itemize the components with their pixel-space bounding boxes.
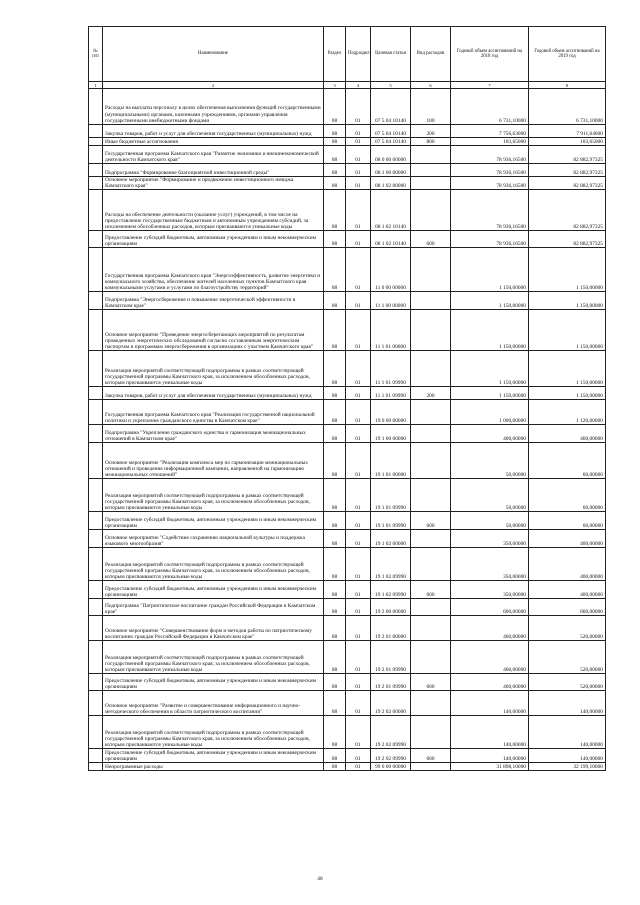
cell-vr bbox=[411, 599, 451, 616]
cell-podrazdel: 01 bbox=[346, 138, 371, 146]
cell-csr: 08 1 02 10140 bbox=[371, 190, 411, 231]
cell-y2019: 82 882,97325 bbox=[529, 231, 606, 248]
table-row bbox=[89, 138, 606, 146]
cell-y2018: 460,00000 bbox=[451, 616, 529, 641]
cell-num bbox=[89, 599, 103, 616]
cell-num bbox=[89, 125, 103, 138]
cell-vr bbox=[411, 177, 451, 190]
column-number: 6 bbox=[411, 82, 451, 89]
cell-num bbox=[89, 89, 103, 125]
cell-podrazdel: 01 bbox=[346, 387, 371, 400]
cell-vr bbox=[411, 763, 451, 771]
cell-podrazdel: 01 bbox=[346, 164, 371, 177]
cell-num bbox=[89, 616, 103, 641]
cell-num bbox=[89, 177, 103, 190]
cell-razdel: 08 bbox=[324, 190, 346, 231]
cell-podrazdel: 01 bbox=[346, 716, 371, 749]
cell-y2018: 50,00000 bbox=[451, 443, 529, 479]
table-body bbox=[89, 89, 606, 771]
cell-razdel: 08 bbox=[324, 310, 346, 351]
cell-num bbox=[89, 248, 103, 292]
table-row bbox=[89, 351, 606, 387]
cell-y2019: 82 882,97325 bbox=[529, 164, 606, 177]
table-row bbox=[89, 641, 606, 674]
cell-podrazdel: 01 bbox=[346, 512, 371, 530]
cell-razdel: 08 bbox=[324, 443, 346, 479]
table-row bbox=[89, 512, 606, 530]
cell-y2018: 7 756,63000 bbox=[451, 125, 529, 138]
header-razdel: Раздел bbox=[324, 27, 346, 82]
table-row bbox=[89, 763, 606, 771]
table-row bbox=[89, 146, 606, 164]
cell-podrazdel: 01 bbox=[346, 548, 371, 581]
cell-y2019: 1 150,00000 bbox=[529, 387, 606, 400]
cell-y2019: 1 150,00000 bbox=[529, 248, 606, 292]
cell-razdel: 08 bbox=[324, 763, 346, 771]
cell-name: Закупка товаров, работ и услуг для обеспечения государственных (муниципальных) нужд bbox=[103, 125, 324, 138]
cell-podrazdel: 01 bbox=[346, 674, 371, 691]
cell-razdel: 08 bbox=[324, 400, 346, 425]
cell-csr: 19 2 01 09990 bbox=[371, 641, 411, 674]
cell-razdel: 08 bbox=[324, 716, 346, 749]
cell-vr: 600 bbox=[411, 749, 451, 763]
cell-csr: 19 2 00 00000 bbox=[371, 599, 411, 616]
cell-y2019: 103,65000 bbox=[529, 138, 606, 146]
cell-y2019: 400,00000 bbox=[529, 581, 606, 599]
cell-podrazdel: 01 bbox=[346, 616, 371, 641]
cell-num bbox=[89, 400, 103, 425]
cell-razdel: 08 bbox=[324, 530, 346, 548]
cell-num bbox=[89, 581, 103, 599]
table-row bbox=[89, 190, 606, 231]
table-row bbox=[89, 691, 606, 716]
cell-y2019: 6 731,10000 bbox=[529, 89, 606, 125]
cell-num bbox=[89, 548, 103, 581]
cell-razdel: 08 bbox=[324, 146, 346, 164]
cell-y2019: 60,00000 bbox=[529, 479, 606, 512]
cell-y2019: 520,00000 bbox=[529, 674, 606, 691]
cell-razdel: 08 bbox=[324, 599, 346, 616]
cell-y2019: 1 120,00000 bbox=[529, 400, 606, 425]
cell-y2018: 1 000,00000 bbox=[451, 400, 529, 425]
cell-y2019: 82 882,97325 bbox=[529, 190, 606, 231]
cell-razdel: 08 bbox=[324, 89, 346, 125]
cell-name: Основное мероприятие "Совершенствование форм и методов работы по патриотическому воспитанию граждан Российской Федерации в Камчатском крае" bbox=[103, 616, 324, 641]
cell-num bbox=[89, 479, 103, 512]
cell-vr: 100 bbox=[411, 89, 451, 125]
table-row bbox=[89, 177, 606, 190]
cell-num bbox=[89, 749, 103, 763]
cell-y2018: 350,00000 bbox=[451, 548, 529, 581]
cell-vr: 200 bbox=[411, 125, 451, 138]
table-row bbox=[89, 749, 606, 763]
cell-y2018: 140,00000 bbox=[451, 749, 529, 763]
table-row bbox=[89, 125, 606, 138]
cell-csr: 19 1 02 00000 bbox=[371, 530, 411, 548]
cell-razdel: 08 bbox=[324, 138, 346, 146]
cell-vr bbox=[411, 716, 451, 749]
cell-vr: 200 bbox=[411, 387, 451, 400]
column-number: 7 bbox=[451, 82, 529, 89]
cell-y2019: 1 150,00000 bbox=[529, 351, 606, 387]
cell-razdel: 08 bbox=[324, 581, 346, 599]
cell-podrazdel: 01 bbox=[346, 599, 371, 616]
cell-num bbox=[89, 138, 103, 146]
cell-vr bbox=[411, 146, 451, 164]
column-number: 3 bbox=[324, 82, 346, 89]
page-number: 48 bbox=[317, 876, 323, 882]
cell-name: Предоставление субсидий бюджетным, автономным учреждениям и иным некоммерческим организациям bbox=[103, 512, 324, 530]
cell-razdel: 08 bbox=[324, 177, 346, 190]
cell-vr bbox=[411, 310, 451, 351]
cell-y2018: 140,00000 bbox=[451, 716, 529, 749]
cell-csr: 19 2 02 00000 bbox=[371, 691, 411, 716]
cell-podrazdel: 01 bbox=[346, 190, 371, 231]
table-row bbox=[89, 548, 606, 581]
cell-csr: 19 1 01 09990 bbox=[371, 512, 411, 530]
cell-name: Реализация мероприятий соответствующей подпрограммы в рамках соответствующей государственной программы Камчатского края, за исключением обособленных расходов, которым присваиваются уникальные коды bbox=[103, 351, 324, 387]
cell-name: Основное мероприятие "Развитие и совершенствование информационного и научно-методического обеспечения в области патриотического воспитания" bbox=[103, 691, 324, 716]
cell-vr bbox=[411, 400, 451, 425]
table-row bbox=[89, 387, 606, 400]
cell-num bbox=[89, 512, 103, 530]
cell-csr: 08 0 00 00000 bbox=[371, 146, 411, 164]
cell-podrazdel: 01 bbox=[346, 443, 371, 479]
cell-name: Подпрограмма "Патриотическое воспитание граждан Российской Федерации в Камчатском крае" bbox=[103, 599, 324, 616]
table-row bbox=[89, 400, 606, 425]
cell-name: Реализация мероприятий соответствующей подпрограммы в рамках соответствующей государственной программы Камчатского края, за исключением обособленных расходов, которым присваиваются уникальные коды bbox=[103, 641, 324, 674]
cell-csr: 19 0 00 00000 bbox=[371, 400, 411, 425]
cell-y2019: 140,00000 bbox=[529, 749, 606, 763]
cell-podrazdel: 01 bbox=[346, 125, 371, 138]
cell-vr bbox=[411, 190, 451, 231]
cell-y2019: 82 882,97325 bbox=[529, 146, 606, 164]
table-header-row bbox=[89, 27, 606, 82]
cell-razdel: 08 bbox=[324, 125, 346, 138]
budget-table-page bbox=[88, 26, 605, 771]
cell-vr bbox=[411, 443, 451, 479]
cell-num bbox=[89, 674, 103, 691]
cell-csr: 07 5 04 10140 bbox=[371, 125, 411, 138]
cell-name: Основное мероприятие "Содействие сохранению национальной культуры и поддержка языкового многообразия" bbox=[103, 530, 324, 548]
cell-csr: 19 2 02 09990 bbox=[371, 749, 411, 763]
cell-csr: 99 0 00 00000 bbox=[371, 763, 411, 771]
cell-csr: 11 1 01 00000 bbox=[371, 310, 411, 351]
cell-name: Реализация мероприятий соответствующей подпрограммы в рамках соответствующей государственной программы Камчатского края, за исключением обособленных расходов, которым присваиваются уникальные коды bbox=[103, 716, 324, 749]
cell-razdel: 08 bbox=[324, 479, 346, 512]
cell-y2018: 78 936,16500 bbox=[451, 231, 529, 248]
cell-vr bbox=[411, 691, 451, 716]
cell-y2018: 460,00000 bbox=[451, 641, 529, 674]
cell-num bbox=[89, 530, 103, 548]
cell-y2018: 78 936,16500 bbox=[451, 177, 529, 190]
cell-csr: 08 1 00 00000 bbox=[371, 164, 411, 177]
cell-razdel: 08 bbox=[324, 691, 346, 716]
cell-y2019: 400,00000 bbox=[529, 530, 606, 548]
cell-csr: 19 2 01 09990 bbox=[371, 674, 411, 691]
cell-name: Предоставление субсидий бюджетным, автономным учреждениям и иным некоммерческим организациям bbox=[103, 749, 324, 763]
cell-name: Государственная программа Камчатского края "Реализация государственной национальной политики и укрепление гражданского единства в Камчатском крае" bbox=[103, 400, 324, 425]
cell-y2018: 1 150,00000 bbox=[451, 292, 529, 310]
table-row bbox=[89, 292, 606, 310]
header-num: № п/п bbox=[89, 27, 103, 82]
cell-y2018: 50,00000 bbox=[451, 479, 529, 512]
cell-num bbox=[89, 231, 103, 248]
cell-podrazdel: 01 bbox=[346, 89, 371, 125]
cell-csr: 07 5 04 10140 bbox=[371, 89, 411, 125]
cell-num bbox=[89, 641, 103, 674]
cell-y2018: 1 150,00000 bbox=[451, 387, 529, 400]
cell-csr: 11 1 00 00000 bbox=[371, 292, 411, 310]
cell-csr: 11 1 01 09990 bbox=[371, 387, 411, 400]
cell-name: Подпрограмма "Энергосбережение и повышение энергетической эффективности в Камчатском крае" bbox=[103, 292, 324, 310]
table-row bbox=[89, 310, 606, 351]
cell-csr: 08 1 02 00000 bbox=[371, 177, 411, 190]
cell-y2018: 350,00000 bbox=[451, 530, 529, 548]
table-row bbox=[89, 599, 606, 616]
cell-vr: 600 bbox=[411, 581, 451, 599]
cell-vr bbox=[411, 292, 451, 310]
cell-y2018: 103,65000 bbox=[451, 138, 529, 146]
cell-podrazdel: 01 bbox=[346, 763, 371, 771]
cell-name: Предоставление субсидий бюджетным, автономным учреждениям и иным некоммерческим организациям bbox=[103, 231, 324, 248]
cell-y2018: 50,00000 bbox=[451, 512, 529, 530]
cell-y2018: 6 731,10000 bbox=[451, 89, 529, 125]
cell-name: Государственная программа Камчатского края "Развитие экономики и внешнеэкономической деятельности Камчатского края" bbox=[103, 146, 324, 164]
cell-num bbox=[89, 351, 103, 387]
cell-num bbox=[89, 716, 103, 749]
cell-podrazdel: 01 bbox=[346, 231, 371, 248]
cell-y2019: 7 911,64000 bbox=[529, 125, 606, 138]
cell-y2019: 140,00000 bbox=[529, 716, 606, 749]
cell-podrazdel: 01 bbox=[346, 310, 371, 351]
cell-y2019: 82 882,97325 bbox=[529, 177, 606, 190]
cell-y2019: 520,00000 bbox=[529, 641, 606, 674]
cell-podrazdel: 01 bbox=[346, 530, 371, 548]
cell-y2019: 1 150,00000 bbox=[529, 292, 606, 310]
cell-razdel: 08 bbox=[324, 425, 346, 443]
cell-y2018: 600,00000 bbox=[451, 599, 529, 616]
cell-name: Государственная программа Камчатского края "Энергоэффективность, развитие энергетики и коммунального хозяйства, обеспечение жителей населенных пунктов Камчатского края коммунальными услугами и услугами по благоустройству территорий" bbox=[103, 248, 324, 292]
cell-y2018: 31 898,10000 bbox=[451, 763, 529, 771]
table-row bbox=[89, 616, 606, 641]
column-number-row bbox=[89, 82, 606, 89]
cell-y2019: 32 199,10000 bbox=[529, 763, 606, 771]
cell-num bbox=[89, 763, 103, 771]
cell-y2019: 60,00000 bbox=[529, 512, 606, 530]
cell-vr: 800 bbox=[411, 138, 451, 146]
header-vr: Вид расходов bbox=[411, 27, 451, 82]
cell-name: Предоставление субсидий бюджетным, автономным учреждениям и иным некоммерческим организациям bbox=[103, 674, 324, 691]
cell-razdel: 08 bbox=[324, 616, 346, 641]
cell-name: Расходы на обеспечение деятельности (оказание услуг) учреждений, в том числе на предоставление государственным бюджетным и автономным учреждениям субсидий, за исключением обособленных расходов, которым присваиваются уникальные коды bbox=[103, 190, 324, 231]
cell-vr: 600 bbox=[411, 231, 451, 248]
cell-podrazdel: 01 bbox=[346, 749, 371, 763]
cell-y2019: 1 150,00000 bbox=[529, 310, 606, 351]
cell-vr bbox=[411, 530, 451, 548]
cell-podrazdel: 01 bbox=[346, 479, 371, 512]
cell-num bbox=[89, 164, 103, 177]
cell-razdel: 08 bbox=[324, 164, 346, 177]
cell-vr bbox=[411, 548, 451, 581]
table-row bbox=[89, 716, 606, 749]
table-row bbox=[89, 425, 606, 443]
cell-name: Реализация мероприятий соответствующей подпрограммы в рамках соответствующей государственной программы Камчатского края, за исключением обособленных расходов, которым присваиваются уникальные коды bbox=[103, 548, 324, 581]
cell-csr: 11 0 00 00000 bbox=[371, 248, 411, 292]
cell-y2018: 460,00000 bbox=[451, 674, 529, 691]
column-number: 2 bbox=[103, 82, 324, 89]
table-row bbox=[89, 674, 606, 691]
cell-csr: 19 1 01 00000 bbox=[371, 443, 411, 479]
header-y2019: Годовой объем ассигнований на 2019 год bbox=[529, 27, 606, 82]
table-row bbox=[89, 479, 606, 512]
header-y2018: Годовой объем ассигнований на 2018 год bbox=[451, 27, 529, 82]
cell-csr: 07 5 04 10140 bbox=[371, 138, 411, 146]
cell-y2018: 78 936,16500 bbox=[451, 146, 529, 164]
header-name: Наименование bbox=[103, 27, 324, 82]
cell-vr bbox=[411, 164, 451, 177]
column-number: 8 bbox=[529, 82, 606, 89]
cell-razdel: 08 bbox=[324, 749, 346, 763]
cell-podrazdel: 01 bbox=[346, 292, 371, 310]
cell-y2019: 660,00000 bbox=[529, 599, 606, 616]
table-row bbox=[89, 231, 606, 248]
cell-csr: 19 2 01 00000 bbox=[371, 616, 411, 641]
cell-y2018: 78 936,16500 bbox=[451, 190, 529, 231]
budget-table bbox=[88, 26, 606, 771]
cell-num bbox=[89, 292, 103, 310]
cell-name: Расходы на выплаты персоналу в целях обеспечения выполнения функций государственными (муниципальными) органами, казенными учреждениями, органами управления государственными внебюджетными фондами bbox=[103, 89, 324, 125]
cell-csr: 19 1 01 09990 bbox=[371, 479, 411, 512]
table-row bbox=[89, 89, 606, 125]
cell-num bbox=[89, 691, 103, 716]
cell-y2018: 1 150,00000 bbox=[451, 310, 529, 351]
cell-name: Основное мероприятие "Реализация комплекса мер по гармонизации межнациональных отношений и проведение информационной кампании, направленной на гармонизацию межнациональных отношений" bbox=[103, 443, 324, 479]
cell-y2018: 400,00000 bbox=[451, 425, 529, 443]
column-number: 4 bbox=[346, 82, 371, 89]
cell-y2019: 60,00000 bbox=[529, 443, 606, 479]
cell-csr: 19 1 00 00000 bbox=[371, 425, 411, 443]
cell-name: Подпрограмма "Формирование благоприятной инвестиционной среды" bbox=[103, 164, 324, 177]
cell-y2019: 140,00000 bbox=[529, 691, 606, 716]
cell-podrazdel: 01 bbox=[346, 641, 371, 674]
cell-razdel: 08 bbox=[324, 292, 346, 310]
cell-y2019: 400,00000 bbox=[529, 548, 606, 581]
cell-podrazdel: 01 bbox=[346, 248, 371, 292]
cell-vr bbox=[411, 641, 451, 674]
cell-y2018: 1 150,00000 bbox=[451, 248, 529, 292]
cell-y2018: 140,00000 bbox=[451, 691, 529, 716]
table-row bbox=[89, 248, 606, 292]
table-row bbox=[89, 530, 606, 548]
cell-razdel: 08 bbox=[324, 387, 346, 400]
cell-razdel: 08 bbox=[324, 512, 346, 530]
cell-podrazdel: 01 bbox=[346, 351, 371, 387]
column-number: 1 bbox=[89, 82, 103, 89]
cell-podrazdel: 01 bbox=[346, 581, 371, 599]
cell-podrazdel: 01 bbox=[346, 146, 371, 164]
cell-vr bbox=[411, 425, 451, 443]
cell-name: Закупка товаров, работ и услуг для обеспечения государственных (муниципальных) нужд bbox=[103, 387, 324, 400]
cell-podrazdel: 01 bbox=[346, 400, 371, 425]
cell-vr: 600 bbox=[411, 674, 451, 691]
cell-csr: 19 1 02 09990 bbox=[371, 548, 411, 581]
cell-y2018: 1 150,00000 bbox=[451, 351, 529, 387]
column-number: 5 bbox=[371, 82, 411, 89]
cell-vr bbox=[411, 479, 451, 512]
cell-razdel: 08 bbox=[324, 351, 346, 387]
cell-num bbox=[89, 310, 103, 351]
cell-vr bbox=[411, 248, 451, 292]
header-podrazdel: Подраздел bbox=[346, 27, 371, 82]
cell-y2018: 350,00000 bbox=[451, 581, 529, 599]
cell-num bbox=[89, 443, 103, 479]
cell-csr: 11 1 01 09990 bbox=[371, 351, 411, 387]
table-row bbox=[89, 443, 606, 479]
cell-name: Основное мероприятие "Проведение энергосберегающих мероприятий по результатам проведенных энергетических обследований согласно составленным энергетическим паспортам и программам энергосбережения в организациях с участием Камчатского края" bbox=[103, 310, 324, 351]
cell-vr bbox=[411, 616, 451, 641]
cell-podrazdel: 01 bbox=[346, 691, 371, 716]
cell-num bbox=[89, 146, 103, 164]
cell-num bbox=[89, 425, 103, 443]
cell-podrazdel: 01 bbox=[346, 425, 371, 443]
cell-csr: 08 1 02 10140 bbox=[371, 231, 411, 248]
cell-podrazdel: 01 bbox=[346, 177, 371, 190]
table-row bbox=[89, 581, 606, 599]
cell-y2019: 520,00000 bbox=[529, 616, 606, 641]
cell-y2018: 78 936,16500 bbox=[451, 164, 529, 177]
header-csr: Целевая статья bbox=[371, 27, 411, 82]
cell-name: Предоставление субсидий бюджетным, автономным учреждениям и иным некоммерческим организациям bbox=[103, 581, 324, 599]
cell-num bbox=[89, 190, 103, 231]
cell-razdel: 08 bbox=[324, 548, 346, 581]
cell-razdel: 08 bbox=[324, 674, 346, 691]
cell-name: Непрограммные расходы bbox=[103, 763, 324, 771]
cell-y2019: 460,00000 bbox=[529, 425, 606, 443]
cell-name: Основное мероприятие "Формирование и продвижение инвестиционного имиджа Камчатского края" bbox=[103, 177, 324, 190]
cell-razdel: 08 bbox=[324, 231, 346, 248]
cell-razdel: 08 bbox=[324, 248, 346, 292]
cell-name: Реализация мероприятий соответствующей подпрограммы в рамках соответствующей государственной программы Камчатского края, за исключением обособленных расходов, которым присваиваются уникальные коды bbox=[103, 479, 324, 512]
cell-name: Иные бюджетные ассигнования bbox=[103, 138, 324, 146]
cell-csr: 19 1 02 09990 bbox=[371, 581, 411, 599]
cell-csr: 19 2 02 09990 bbox=[371, 716, 411, 749]
cell-vr bbox=[411, 351, 451, 387]
cell-razdel: 08 bbox=[324, 641, 346, 674]
cell-name: Подпрограмма "Укрепление гражданского единства и гармонизация межнациональных отношений в Камчатском крае" bbox=[103, 425, 324, 443]
cell-vr: 600 bbox=[411, 512, 451, 530]
cell-num bbox=[89, 387, 103, 400]
table-row bbox=[89, 164, 606, 177]
